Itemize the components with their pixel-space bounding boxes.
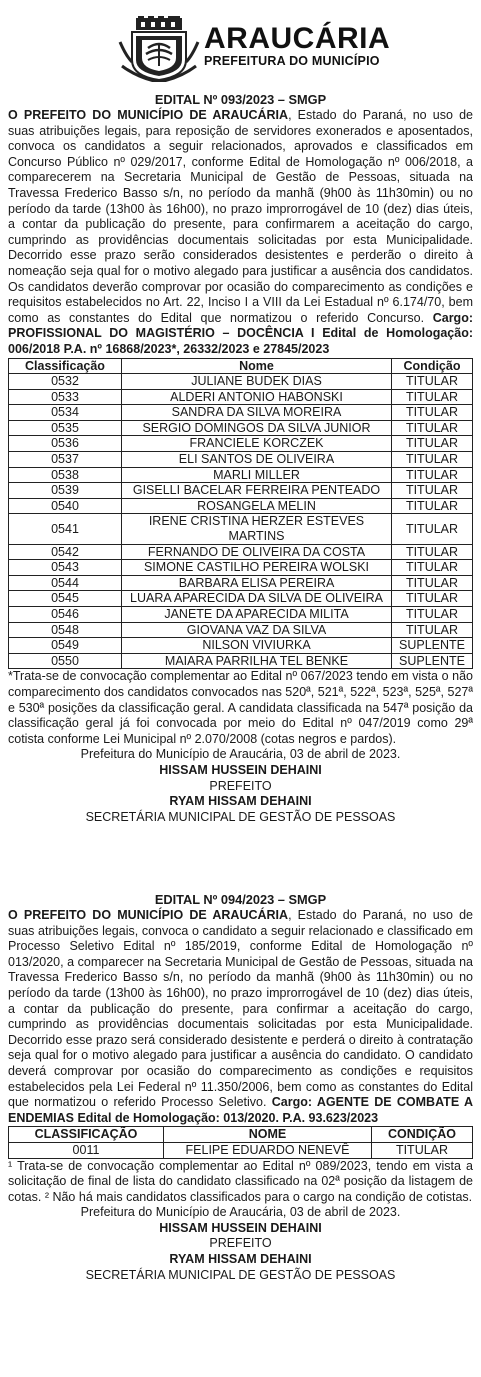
- cell-condition: TITULAR: [392, 483, 473, 499]
- column-header: Condição: [392, 358, 473, 374]
- cell-condition: TITULAR: [392, 514, 473, 544]
- table-row: [9, 575, 473, 591]
- cell-classification: 0011: [9, 1142, 164, 1158]
- cell-condition: TITULAR: [392, 452, 473, 468]
- cell-name: JANETE DA APARECIDA MILITA: [122, 607, 392, 623]
- cell-name: ELI SANTOS DE OLIVEIRA: [122, 452, 392, 468]
- column-header: Classificação: [9, 358, 122, 374]
- table-body: [9, 1142, 473, 1158]
- candidates-table: [8, 358, 473, 670]
- cell-classification: 0538: [9, 467, 122, 483]
- cell-condition: TITULAR: [392, 420, 473, 436]
- cell-condition: TITULAR: [392, 544, 473, 560]
- cell-classification: 0536: [9, 436, 122, 452]
- table-row: [9, 622, 473, 638]
- cell-condition: SUPLENTE: [392, 653, 473, 669]
- cell-condition: TITULAR: [372, 1142, 473, 1158]
- cell-condition: TITULAR: [392, 575, 473, 591]
- table-row: [9, 420, 473, 436]
- edital-cargo: Cargo: PROFISSIONAL DO MAGISTÉRIO – DOCÊNCIA I Edital de Homologação: 006/2018 P.A. nº 16868/2023*, 26332/2023 e 27845/2023: [8, 310, 473, 356]
- table-row: [9, 374, 473, 390]
- cell-classification: 0545: [9, 591, 122, 607]
- cell-name: BARBARA ELISA PEREIRA: [122, 575, 392, 591]
- table-row: [9, 436, 473, 452]
- edital-body: [8, 908, 473, 1126]
- cell-classification: 0541: [9, 514, 122, 544]
- cell-name: FELIPE EDUARDO NENEVÊ: [164, 1142, 372, 1158]
- column-header: CONDIÇÃO: [372, 1127, 473, 1143]
- cell-classification: 0535: [9, 420, 122, 436]
- cell-name: FRANCIELE KORCZEK: [122, 436, 392, 452]
- signer-role: PREFEITO: [209, 778, 272, 793]
- column-header: NOME: [164, 1127, 372, 1143]
- edital-footnote: ¹ Trata-se de convocação complementar ao Edital nº 089/2023, tendo em vista a solicitação de final de lista do candidato classificado na 02ª posição da listagem de cotas. ² Não há mais candidatos classificados para o cargo na condição de cotistas.: [8, 1158, 473, 1204]
- cell-condition: TITULAR: [392, 374, 473, 390]
- edital-title: EDITAL Nº 094/2023 – SMGP: [154, 892, 327, 907]
- cell-condition: TITULAR: [392, 560, 473, 576]
- cell-name: GISELLI BACELAR FERREIRA PENTEADO: [122, 483, 392, 499]
- cell-classification: 0539: [9, 483, 122, 499]
- edital-text: , Estado do Paraná, no uso de suas atribuições legais, convoca o candidato a seguir relacionado e classificado em Processo Seletivo Edital nº 185/2019, conforme Edital de Homologação nº 013/2020, a comparecer na Secretaria Municipal de Gestão de Pessoas, situada na Travessa Frederico Basso s/n, no período da manhã (9h00 às 11h30min) ou no período da tarde (13h00 às 16h00), no prazo improrrogável de 10 (dez) dias úteis, a contar da publicação do presente, para confirmar a aceitação do cargo, cumprindo as providências documentais solicitadas por esta Municipalidade. Decorrido esse prazo será considerado desistente e perderá o direito à contratação seja qual for o motivo alegado para justificar a ausência do candidato. O candidato deverá comprovar por ocasião do comparecimento as condições e requisitos estabelecidos pela Lei Federal nº 11.350/2006, bem como as constantes do Edital que normatizou o referido Processo Seletivo.: [8, 908, 473, 1110]
- signer-role: SECRETÁRIA MUNICIPAL DE GESTÃO DE PESSOAS: [85, 1267, 396, 1282]
- cell-classification: 0549: [9, 638, 122, 654]
- table-row: [9, 638, 473, 654]
- cell-condition: TITULAR: [392, 498, 473, 514]
- edital-text: , Estado do Paraná, no uso de suas atribuições legais, para reposição de servidores exonerados e aposentados, convoca os candidatos a seguir relacionados, aprovados e classificados em Concurso Público nº 029/2017, conforme Edital de Homologação nº 006/2018, a comparecerem na Secretaria Municipal de Gestão de Pessoas, situada na Travessa Frederico Basso s/n, no período da manhã (9h00 às 11h30min) ou no período da tarde (13h00 às 16h00), no prazo improrrogável de 10 (dez) dias úteis, a contar da publicação do presente, para confirmarem a aceitação do cargo, cumprindo as providências documentais solicitadas por esta Municipalidade. Decorrido esse prazo serão considerados desistentes e perderão o direito à nomeação seja qual for o motivo alegado para justificar a ausência dos candidatos. Os candidatos deverão comprovar por ocasião do comparecimento as condições e requisitos estabelecidos no Art. 22, Inciso I a VIII da Lei Estadual nº 6.174/70, bem como as constantes do Edital que normatizou o referido Concurso.: [8, 108, 473, 325]
- cell-condition: TITULAR: [392, 436, 473, 452]
- signer-role: SECRETÁRIA MUNICIPAL DE GESTÃO DE PESSOAS: [85, 809, 396, 824]
- cell-classification: 0548: [9, 622, 122, 638]
- cell-condition: TITULAR: [392, 405, 473, 421]
- table-header-row: [9, 1127, 473, 1143]
- araucaria-seal-logo: [118, 16, 200, 82]
- cell-name: JULIANE BUDEK DIAS: [122, 374, 392, 390]
- table-row: [9, 452, 473, 468]
- cell-name: SIMONE CASTILHO PEREIRA WOLSKI: [122, 560, 392, 576]
- cell-name: NILSON VIVIURKA: [122, 638, 392, 654]
- cell-condition: TITULAR: [392, 389, 473, 405]
- brand-name: ARAUCÁRIA: [204, 22, 391, 55]
- place-date: Prefeitura do Município de Araucária, 03 de abril de 2023.: [80, 747, 401, 762]
- cell-name: LUARA APARECIDA DA SILVA DE OLIVEIRA: [122, 591, 392, 607]
- table-row: [9, 467, 473, 483]
- cell-classification: 0543: [9, 560, 122, 576]
- cell-classification: 0544: [9, 575, 122, 591]
- table-row: [9, 653, 473, 669]
- cell-name: ALDERI ANTONIO HABONSKI: [122, 389, 392, 405]
- table-row: [9, 544, 473, 560]
- cell-classification: 0540: [9, 498, 122, 514]
- column-header: Nome: [122, 358, 392, 374]
- cell-condition: TITULAR: [392, 591, 473, 607]
- signer-name: HISSAM HUSSEIN DEHAINI: [159, 762, 322, 777]
- cell-classification: 0542: [9, 544, 122, 560]
- cell-condition: SUPLENTE: [392, 638, 473, 654]
- brand-subtitle: PREFEITURA DO MUNICÍPIO: [204, 54, 380, 68]
- cell-name: GIOVANA VAZ DA SILVA: [122, 622, 392, 638]
- cell-name: FERNANDO DE OLIVEIRA DA COSTA: [122, 544, 392, 560]
- cell-name: ROSANGELA MELIN: [122, 498, 392, 514]
- cell-name: MAIARA PARRILHA TEL BENKE: [122, 653, 392, 669]
- table-row: [9, 389, 473, 405]
- table-row: [9, 591, 473, 607]
- place-date: Prefeitura do Município de Araucária, 03 de abril de 2023.: [80, 1205, 401, 1220]
- edital-lead: O PREFEITO DO MUNICÍPIO DE ARAUCÁRIA: [8, 908, 289, 922]
- table-row: [9, 607, 473, 623]
- edital-body: [8, 108, 473, 358]
- signer-name: RYAM HISSAM DEHAINI: [169, 794, 312, 809]
- cell-name: SANDRA DA SILVA MOREIRA: [122, 405, 392, 421]
- brand: [204, 24, 390, 68]
- edital-title: EDITAL Nº 093/2023 – SMGP: [154, 92, 327, 107]
- cell-classification: 0550: [9, 653, 122, 669]
- table-row: [9, 560, 473, 576]
- edital-093: [8, 92, 473, 825]
- column-header: CLASSIFICAÇÃO: [9, 1127, 164, 1143]
- table-body: [9, 374, 473, 669]
- cell-classification: 0537: [9, 452, 122, 468]
- table-header-row: [9, 358, 473, 374]
- table-row: [9, 498, 473, 514]
- cell-name: IRENE CRISTINA HERZER ESTEVES MARTINS: [122, 514, 392, 544]
- cell-classification: 0533: [9, 389, 122, 405]
- cell-classification: 0546: [9, 607, 122, 623]
- edital-cargo: Cargo: AGENTE DE COMBATE A ENDEMIAS Edital de Homologação: 013/2020. P.A. 93.623/2023: [8, 1095, 474, 1125]
- cell-name: MARLI MILLER: [122, 467, 392, 483]
- signer-role: PREFEITO: [209, 1236, 272, 1251]
- edital-footnote: *Trata-se de convocação complementar ao Edital nº 067/2023 tendo em vista o não comparecimento dos candidatos convocados nas 520ª, 521ª, 522ª, 523ª, 525ª, 527ª e 530ª posições da classificação geral. A candidata classificada na 547ª posição da classificação geral já foi convocada por meio do Edital nº 047/2019 como 29ª cotista conforme Lei Municipal nº 2.070/2008 (cotas negros e pardos).: [8, 669, 473, 746]
- candidates-table: [8, 1126, 473, 1158]
- signer-name: RYAM HISSAM DEHAINI: [169, 1252, 312, 1267]
- edital-094: [8, 892, 473, 1283]
- edital-lead: O PREFEITO DO MUNICÍPIO DE ARAUCÁRIA: [8, 108, 289, 122]
- table-row: [9, 405, 473, 421]
- cell-name: SERGIO DOMINGOS DA SILVA JUNIOR: [122, 420, 392, 436]
- masthead: [0, 0, 481, 82]
- cell-condition: TITULAR: [392, 622, 473, 638]
- cell-condition: TITULAR: [392, 607, 473, 623]
- cell-classification: 0534: [9, 405, 122, 421]
- signer-name: HISSAM HUSSEIN DEHAINI: [159, 1220, 322, 1235]
- table-row: [9, 483, 473, 499]
- table-row: [9, 514, 473, 544]
- cell-classification: 0532: [9, 374, 122, 390]
- cell-condition: TITULAR: [392, 467, 473, 483]
- table-row: [9, 1142, 473, 1158]
